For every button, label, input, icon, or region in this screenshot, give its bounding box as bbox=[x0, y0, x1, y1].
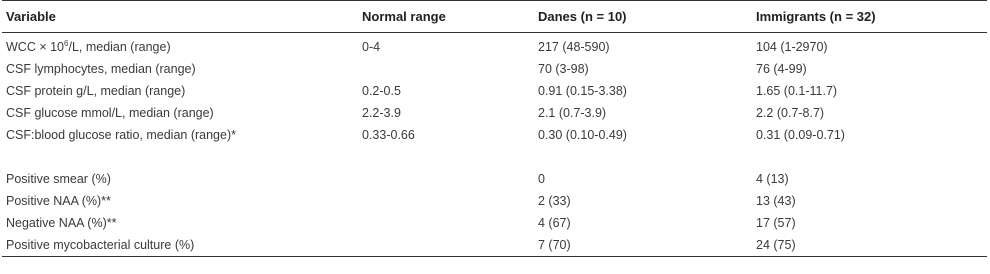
cell-danes: 2 (33) bbox=[538, 194, 571, 208]
cell-variable: Negative NAA (%)** bbox=[6, 216, 117, 230]
table-row bbox=[2, 124, 987, 146]
cell-variable: CSF lymphocytes, median (range) bbox=[6, 62, 196, 76]
cell-danes: 70 (3-98) bbox=[538, 62, 589, 76]
cell-immigrants: 1.65 (0.1-11.7) bbox=[756, 84, 838, 98]
header-normal-range: Normal range bbox=[362, 9, 446, 24]
table-row bbox=[2, 190, 987, 212]
table-header bbox=[2, 1, 987, 33]
table-row bbox=[2, 234, 987, 257]
table-row bbox=[2, 58, 987, 80]
cell-normal-range: 0-4 bbox=[362, 40, 381, 54]
cell-danes: 4 (67) bbox=[538, 216, 571, 230]
cell-variable: CSF protein g/L, median (range) bbox=[6, 84, 186, 98]
cell-variable: Positive NAA (%)** bbox=[6, 194, 111, 208]
cell-immigrants: 17 (57) bbox=[756, 216, 796, 230]
cell-normal-range bbox=[358, 190, 534, 212]
cell-variable: Positive mycobacterial culture (%) bbox=[6, 238, 195, 252]
cell-normal-range: 0.2-0.5 bbox=[362, 84, 401, 98]
cell-variable: CSF glucose mmol/L, median (range) bbox=[6, 106, 214, 120]
cell-immigrants: 4 (13) bbox=[756, 172, 789, 186]
cell-danes: 2.1 (0.7-3.9) bbox=[538, 106, 607, 120]
cell-danes: 0 bbox=[538, 172, 545, 186]
cell-danes: 217 (48-590) bbox=[538, 40, 610, 54]
table-row bbox=[2, 212, 987, 234]
cell-normal-range: 2.2-3.9 bbox=[362, 106, 401, 120]
cell-danes: 0.30 (0.10-0.49) bbox=[538, 128, 627, 142]
table-body bbox=[2, 33, 987, 257]
cell-immigrants: 104 (1-2970) bbox=[756, 40, 828, 54]
cell-danes: 7 (70) bbox=[538, 238, 571, 252]
cell-normal-range bbox=[358, 168, 534, 190]
header-variable: Variable bbox=[6, 9, 56, 24]
table-row bbox=[2, 102, 987, 124]
cell-danes: 0.91 (0.15-3.38) bbox=[538, 84, 627, 98]
csf-results-table bbox=[2, 0, 987, 257]
cell-variable: WCC × $10^6/L$, median (range) bbox=[6, 38, 171, 54]
cell-normal-range: 0.33-0.66 bbox=[362, 128, 415, 142]
table-row bbox=[2, 80, 987, 102]
cell-immigrants: 0.31 (0.09-0.71) bbox=[756, 128, 845, 142]
cell-normal-range bbox=[358, 212, 534, 234]
cell-variable: CSF:blood glucose ratio, median (range)* bbox=[6, 128, 236, 142]
header-immigrants: Immigrants (n = 32) bbox=[756, 9, 876, 24]
table-row bbox=[2, 168, 987, 190]
header-row bbox=[2, 1, 987, 33]
cell-immigrants: 76 (4-99) bbox=[756, 62, 807, 76]
cell-immigrants: 13 (43) bbox=[756, 194, 796, 208]
cell-normal-range bbox=[358, 58, 534, 80]
spacer-row bbox=[2, 146, 987, 168]
cell-immigrants: 24 (75) bbox=[756, 238, 796, 252]
cell-immigrants: 2.2 (0.7-8.7) bbox=[756, 106, 825, 120]
cell-normal-range bbox=[358, 234, 534, 257]
cell-variable: Positive smear (%) bbox=[6, 172, 111, 186]
table-row bbox=[2, 33, 987, 59]
header-danes: Danes (n = 10) bbox=[538, 9, 627, 24]
